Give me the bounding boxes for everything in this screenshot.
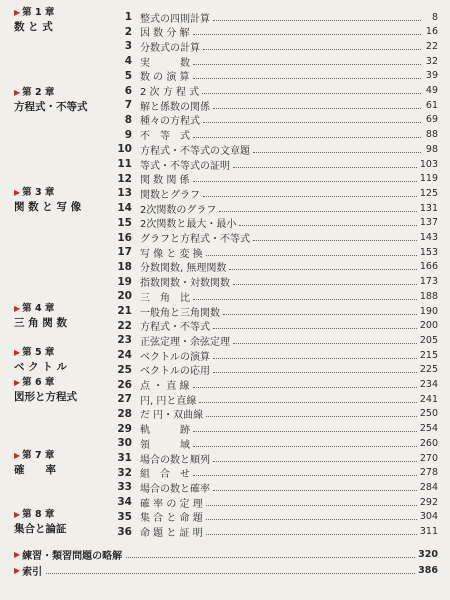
entry-page: 125 <box>419 187 438 199</box>
entry-number: 17 <box>117 246 132 259</box>
chapter-title: 確 率 <box>14 464 56 476</box>
dot-leader <box>199 402 417 403</box>
entry-title: 関数とグラフ <box>140 189 200 201</box>
entry-title: 等式・不等式の証明 <box>140 160 230 172</box>
dot-leader <box>223 314 417 315</box>
entry-number: 26 <box>117 378 132 391</box>
entry-title: 集 合 と 命 題 <box>140 513 203 525</box>
dot-leader <box>253 152 421 153</box>
entry-page: 119 <box>419 173 438 185</box>
entry-page: 39 <box>425 70 438 82</box>
entry-page: 49 <box>425 85 438 96</box>
entry-page: 137 <box>419 217 438 229</box>
entry-title: 2 次 方 程 式 <box>140 87 200 98</box>
entry-number: 6 <box>124 84 132 97</box>
entry-title: 写 像 と 変 換 <box>140 248 203 260</box>
dot-leader <box>203 122 421 123</box>
entry-title: 数 の 演 算 <box>140 72 190 84</box>
dot-leader <box>233 167 417 168</box>
entry-page: 153 <box>419 246 438 258</box>
chapter-label: ▶ 第 3 章 <box>14 186 118 200</box>
dot-leader <box>193 431 417 432</box>
entry-page: 270 <box>419 452 438 464</box>
entry-page: 16 <box>425 26 438 38</box>
entry-page: 250 <box>419 408 438 420</box>
dot-leader <box>193 446 417 447</box>
entry-page: 32 <box>425 55 438 67</box>
entry-title: 正弦定理・余弦定理 <box>140 336 230 348</box>
entry-page: 131 <box>419 202 438 214</box>
dot-leader <box>193 181 417 182</box>
dot-leader <box>193 34 421 35</box>
dot-leader <box>213 461 417 462</box>
entry-number: 7 <box>124 99 132 112</box>
chapter-label: ▶ 第 6 章 <box>14 376 118 390</box>
entry-page: 166 <box>419 261 438 273</box>
entry-number: 32 <box>117 466 132 479</box>
chapter-heading <box>14 186 118 215</box>
entry-page: 103 <box>419 158 438 170</box>
dot-leader <box>193 387 417 388</box>
entry-page: 215 <box>419 349 438 361</box>
dot-leader <box>213 108 421 109</box>
toc-entry <box>110 523 438 541</box>
entry-number: 35 <box>117 510 132 523</box>
chapter-label: ▶ 第 4 章 <box>14 302 118 316</box>
dot-leader <box>219 211 416 212</box>
entry-page: 234 <box>419 379 438 390</box>
entry-page: 88 <box>425 129 438 141</box>
entry-number: 25 <box>117 363 132 376</box>
entry-number: 14 <box>117 202 132 215</box>
chapter-title: ベ ク ト ル <box>14 361 67 374</box>
entry-number: 2 <box>124 25 132 38</box>
entry-page: 8 <box>431 11 438 23</box>
entry-title: 種々の方程式 <box>140 116 200 128</box>
dot-leader <box>126 557 415 558</box>
entry-number: 9 <box>124 128 132 141</box>
dot-leader <box>213 490 417 491</box>
entry-title: 分数関数, 無理関数 <box>140 263 227 275</box>
dot-leader <box>203 49 421 50</box>
entry-title: 因 数 分 解 <box>140 28 190 40</box>
entry-title: 2次関数のグラフ <box>140 204 217 216</box>
chapter-title: 三 角 関 数 <box>14 317 67 329</box>
entry-number: 5 <box>124 69 132 82</box>
entry-title: 点 ・ 直 線 <box>140 381 190 392</box>
appendix-entry <box>14 563 438 579</box>
entry-title: 組 合 せ <box>140 469 190 481</box>
dot-leader <box>193 299 417 300</box>
dot-leader <box>229 269 417 270</box>
chapter-title: 集合と論証 <box>14 522 67 535</box>
entry-page: 304 <box>419 511 438 523</box>
entry-title: 軌 跡 <box>140 425 190 437</box>
entry-title: 解と係数の関係 <box>140 101 210 113</box>
entry-page: 320 <box>418 549 438 560</box>
entry-number: 29 <box>117 422 132 435</box>
entry-number: 18 <box>117 260 132 273</box>
dot-leader <box>206 519 417 520</box>
chapter-heading <box>14 449 118 478</box>
entry-number: 31 <box>117 452 132 464</box>
entry-number: 22 <box>117 319 132 332</box>
entry-number: 15 <box>117 216 132 229</box>
chapter-heading <box>14 508 118 537</box>
entry-number: 23 <box>117 334 132 347</box>
dot-leader <box>213 20 421 21</box>
entry-page: 241 <box>419 393 438 405</box>
entry-title: 関 数 関 係 <box>140 175 190 187</box>
entry-title: 一般角と三角関数 <box>140 307 220 319</box>
entry-title: 方程式・不等式 <box>140 322 210 334</box>
entry-page: 205 <box>419 334 438 346</box>
entry-title: 分数式の計算 <box>140 42 200 54</box>
entry-number: 21 <box>117 305 132 317</box>
entry-number: 12 <box>117 172 132 185</box>
entry-page: 188 <box>419 290 438 302</box>
dot-leader <box>193 475 417 476</box>
entry-title: だ 円・双曲線 <box>140 410 204 422</box>
dot-leader <box>233 343 417 344</box>
entry-page: 254 <box>419 423 438 435</box>
entry-number: 34 <box>117 496 132 509</box>
chapter-label: ▶ 第 1 章 <box>14 6 118 20</box>
appendix-title: 練習・類習問題の略解 <box>22 551 123 562</box>
dot-leader <box>213 328 417 329</box>
chapter-heading <box>14 376 118 405</box>
entry-number: 30 <box>117 437 132 450</box>
entry-page: 200 <box>419 320 438 332</box>
dot-leader <box>206 416 417 417</box>
entry-page: 386 <box>418 565 438 576</box>
entry-title: 実 数 <box>140 57 190 69</box>
entry-number: 33 <box>117 481 132 494</box>
entry-title: 命 題 と 証 明 <box>140 528 203 539</box>
entry-number: 10 <box>117 143 132 156</box>
entry-number: 11 <box>117 158 132 170</box>
entry-title: 場合の数と順列 <box>140 454 210 466</box>
dot-leader <box>233 284 417 285</box>
chapter-title: 関 数 と 写 像 <box>14 201 82 214</box>
triangle-marker-icon: ▶ <box>14 566 21 575</box>
dot-leader <box>46 573 415 574</box>
entry-page: 284 <box>419 481 438 493</box>
chapter-label: ▶ 第 5 章 <box>14 346 118 360</box>
dot-leader <box>193 137 421 138</box>
chapter-heading <box>14 6 118 35</box>
chapter-heading <box>14 302 118 331</box>
entry-number: 36 <box>117 525 132 538</box>
entry-title: ベクトルの演算 <box>140 351 210 363</box>
entry-page: 143 <box>419 232 438 243</box>
dot-leader <box>193 78 421 79</box>
chapter-label: ▶ 第 8 章 <box>14 508 118 522</box>
entry-number: 16 <box>117 231 132 244</box>
entry-page: 22 <box>425 40 438 52</box>
entry-number: 1 <box>124 11 132 23</box>
appendix-title: 索引 <box>22 567 43 578</box>
chapter-label: ▶ 第 2 章 <box>14 86 118 100</box>
entry-number: 24 <box>117 349 132 362</box>
entry-page: 225 <box>419 364 438 376</box>
dot-leader <box>206 534 417 535</box>
entry-title: 場合の数と確率 <box>140 483 210 495</box>
entry-page: 61 <box>425 99 438 111</box>
entry-page: 292 <box>419 496 438 508</box>
dot-leader <box>206 255 417 256</box>
entry-page: 260 <box>419 437 438 449</box>
entry-number: 20 <box>117 290 132 303</box>
entry-page: 173 <box>419 276 438 288</box>
entry-title: グラフと方程式・不等式 <box>140 234 250 245</box>
chapter-title: 方程式・不等式 <box>14 100 88 113</box>
entry-number: 27 <box>117 393 132 406</box>
entry-title: 不 等 式 <box>140 131 190 143</box>
dot-leader <box>213 372 417 373</box>
entry-page: 69 <box>425 114 438 126</box>
appendix-entry <box>14 547 438 563</box>
dot-leader <box>202 93 421 94</box>
entry-title: 2次関数と最大・最小 <box>140 219 237 231</box>
entry-title: 指数関数・対数関数 <box>140 278 230 290</box>
dot-leader <box>239 225 416 226</box>
dot-leader <box>193 64 421 65</box>
chapter-heading <box>14 86 118 115</box>
chapter-heading <box>14 346 118 375</box>
dot-leader <box>206 505 417 506</box>
entry-page: 98 <box>425 143 438 155</box>
triangle-marker-icon: ▶ <box>14 550 21 559</box>
entry-number: 28 <box>117 407 132 420</box>
dot-leader <box>203 196 417 197</box>
chapter-title: 図形と方程式 <box>14 390 77 403</box>
entry-number: 8 <box>124 113 132 126</box>
entry-title: ベクトルの応用 <box>140 366 210 378</box>
entry-title: 方程式・不等式の文章題 <box>140 145 250 157</box>
entry-title: 確 率 の 定 理 <box>140 498 203 510</box>
entry-number: 4 <box>124 55 132 68</box>
chapter-label: ▶ 第 7 章 <box>14 449 118 463</box>
entry-number: 13 <box>117 187 132 200</box>
entry-page: 278 <box>419 467 438 479</box>
entry-title: 三 角 比 <box>140 292 190 304</box>
entry-page: 311 <box>419 526 438 537</box>
chapter-title: 数 と 式 <box>14 21 53 33</box>
dot-leader <box>253 240 417 241</box>
entry-page: 190 <box>419 305 438 317</box>
entry-title: 円, 円と直線 <box>140 395 197 407</box>
entry-number: 19 <box>117 275 132 288</box>
entry-number: 3 <box>124 40 132 53</box>
dot-leader <box>213 358 417 359</box>
entry-title: 領 域 <box>140 439 190 451</box>
entry-title: 整式の四則計算 <box>140 13 210 25</box>
